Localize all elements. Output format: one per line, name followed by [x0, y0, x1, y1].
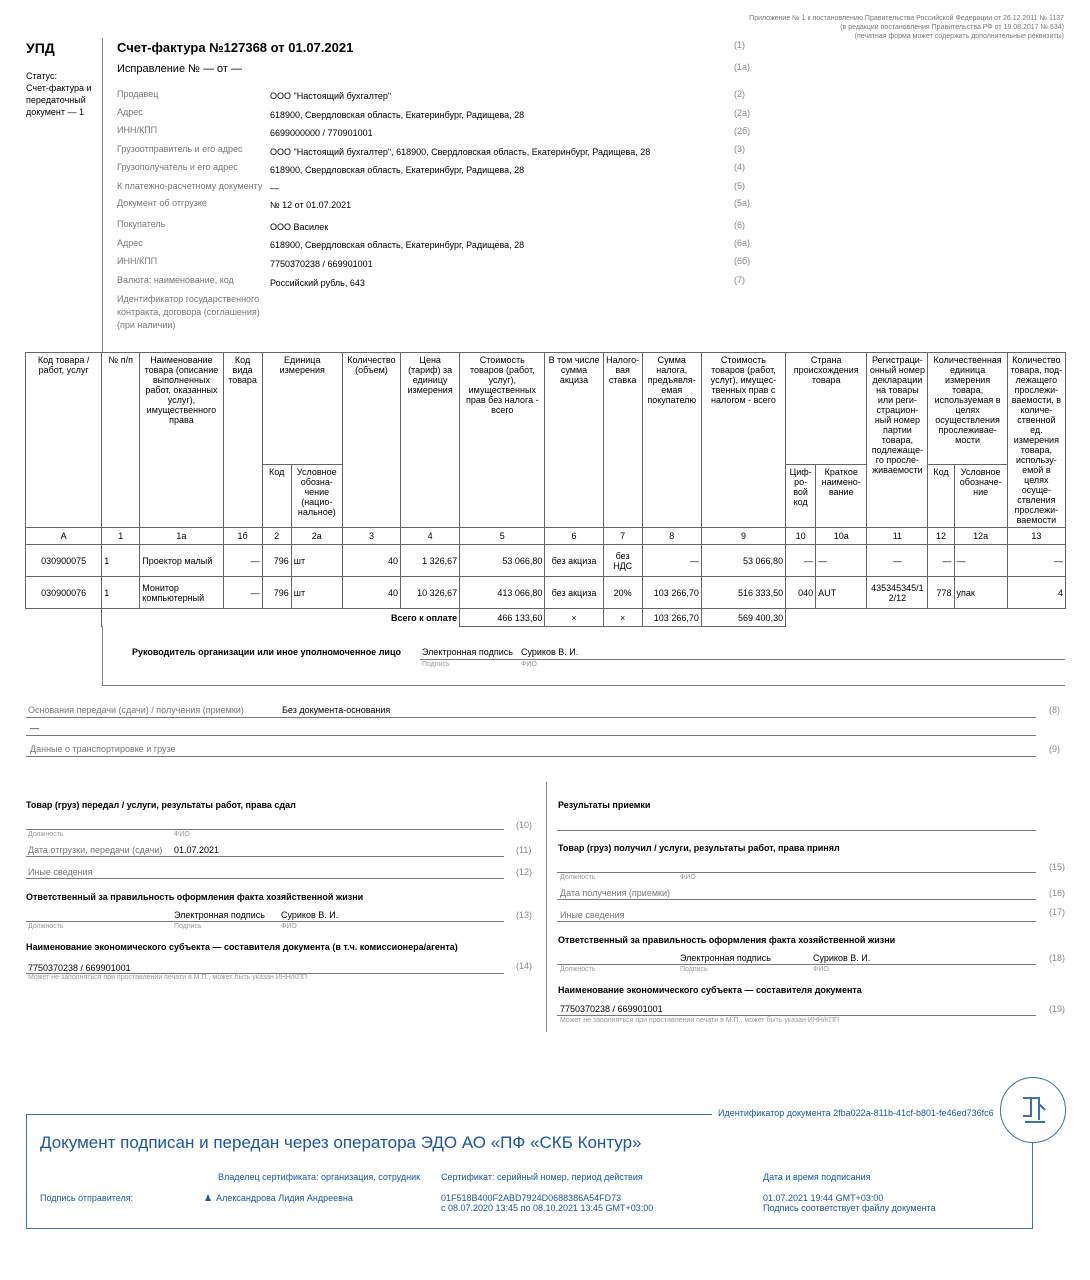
col-index: 7: [603, 528, 642, 545]
cell-cost: 53 066,80: [460, 545, 545, 577]
cell-kind: —: [223, 545, 262, 577]
fio-caption: ФИО: [174, 831, 190, 838]
field-code: (4): [734, 162, 745, 172]
cell-tax: —: [642, 545, 701, 577]
cell-price: 10 326,67: [401, 577, 460, 609]
edo-cert-period: с 08.07.2020 13:45 по 08.10.2021 13:45 GMT+03:00: [441, 1203, 654, 1213]
col-index: 9: [701, 528, 785, 545]
cell-total: 516 333,50: [701, 577, 785, 609]
field-label: Адрес: [117, 238, 143, 248]
cell-trace-qty: —: [1007, 545, 1065, 577]
cell-trace-code: —: [928, 545, 954, 577]
field-value: 7750370238 / 669901001: [270, 259, 373, 269]
basis-value: Без документа-основания: [282, 705, 391, 715]
field-code: (9): [1049, 744, 1060, 754]
field-code: (10): [516, 820, 533, 830]
th-country: Страна происхождения товара: [786, 353, 867, 465]
field-value: 618900, Свердловская область, Екатеринбург, Радищева, 28: [270, 165, 525, 175]
field-code: (2а): [734, 108, 751, 118]
cell-reg: 435345345/12/12: [867, 577, 928, 609]
basis-dash: —: [30, 723, 39, 733]
cell-unit-name: шт: [291, 545, 342, 577]
table-row: [26, 545, 1066, 577]
head-sign-type: Электронная подпись: [422, 647, 513, 657]
other-info-label: Иные сведения: [28, 867, 93, 877]
ship-date-value: 01.07.2021: [174, 845, 220, 855]
ship-date-label: Дата отгрузки, передачи (сдачи): [28, 845, 163, 855]
entity-line: [557, 1015, 1036, 1016]
cell-name: Монитор компьютерный: [140, 577, 223, 609]
field-value: —: [270, 183, 279, 193]
field-code: (16): [1049, 888, 1066, 898]
total-label: Всего к оплате: [102, 609, 460, 627]
col-index: 1б: [223, 528, 262, 545]
field-label: ИНН/КПП: [117, 125, 158, 135]
total-row: [26, 609, 1066, 627]
sender-title: Товар (груз) передал / услуги, результаты работ, права сдал: [26, 800, 296, 810]
th-trace-qty: Количество товара, под-лежащего прослежи-ваемости, в количе-ственной ед. измерения товара, использу-емой в целях осуще-ствления прослежи-ваемости: [1007, 353, 1065, 528]
col-index: 6: [545, 528, 603, 545]
edo-sign-match: Подпись соответствует файлу документа: [763, 1203, 936, 1213]
field-label: Валюта: наименование, код: [117, 275, 234, 285]
th-country-name: Краткое наимено-вание: [816, 464, 867, 527]
th-tax: Сумма налога, предъявля-емая покупателю: [642, 353, 701, 528]
contract-id-label: Идентификатор государственного контракта, договора (соглашения) (при наличии): [117, 294, 260, 330]
cell-code: 030900075: [26, 545, 102, 577]
field-code: (11): [516, 845, 532, 855]
field-value: ООО "Настоящий бухгалтер": [270, 91, 392, 101]
correction-line: Исправление № — от —: [117, 63, 243, 75]
field-code: (5): [734, 181, 745, 191]
col-index: 12: [928, 528, 954, 545]
receiver-title: Товар (груз) получил / услуги, результаты работ, права принял: [558, 843, 840, 853]
ship-date-line: [26, 856, 504, 857]
sign-caption: Подпись: [422, 661, 450, 668]
col-index: 3: [342, 528, 400, 545]
edo-owner: [204, 1193, 353, 1204]
receive-date-line: [557, 899, 1036, 900]
cell-total: 53 066,80: [701, 545, 785, 577]
entity-note: Может не заполняться при проставлении печати в М.П., может быть указан ИНН/КПП: [560, 1017, 840, 1024]
responsible-sign: Электронная подпись: [680, 953, 771, 963]
col-index: 1: [102, 528, 140, 545]
cell-country-name: —: [816, 545, 867, 577]
cell-cost: 413 066,80: [460, 577, 545, 609]
cell-trace-qty: 4: [1007, 577, 1065, 609]
head-sign-name: Суриков В. И.: [521, 647, 579, 657]
field-code: (1): [734, 40, 745, 50]
col-index: 12а: [954, 528, 1007, 545]
th-total: Стоимость товаров (работ, услуг), имущес-твенных прав с налогом - всего: [701, 353, 785, 528]
cell-reg: —: [867, 545, 928, 577]
position-caption: Должность: [560, 966, 596, 973]
kontur-logo-icon: [1000, 1077, 1066, 1143]
th-trace-unit: Количественная единица измерения товара, используемая в целях осуществления прослеживае-мости: [928, 353, 1007, 465]
position-caption: Должность: [560, 874, 596, 881]
field-code: (6б): [734, 256, 751, 266]
field-code: (13): [516, 910, 533, 920]
cell-name: Проектор малый: [140, 545, 223, 577]
cell-unit-code: 796: [262, 577, 291, 609]
cell-qty: 40: [342, 545, 400, 577]
receiver-line: [557, 872, 1036, 873]
cell-np: 1: [102, 545, 140, 577]
field-code: (14): [516, 961, 533, 971]
th-excise: В том числе сумма акциза: [545, 353, 603, 528]
head-sign-title: Руководитель организации или иное уполномоченное лицо: [132, 647, 401, 657]
th-code: Код товара / работ, услуг: [26, 353, 102, 528]
field-label: ИНН/КПП: [117, 256, 158, 266]
th-trace-name: Условное обозначе-ние: [954, 464, 1007, 527]
field-code: (19): [1049, 1004, 1066, 1014]
status-text: Счет-фактура и передаточный документ — 1: [26, 83, 92, 117]
cell-price: 1 326,67: [401, 545, 460, 577]
field-value: 618900, Свердловская область, Екатеринбург, Радищева, 28: [270, 110, 525, 120]
entity-note: Может не заполняться при проставлении печати в М.П., может быть указан ИНН/КПП: [28, 974, 308, 981]
entity-title: Наименование экономического субъекта — составителя документа: [558, 985, 862, 995]
fio-caption: ФИО: [521, 661, 537, 668]
responsible-line: [26, 921, 504, 922]
total-cost: 466 133,60: [460, 609, 545, 627]
total-excise: ×: [545, 609, 603, 627]
field-code: (6а): [734, 238, 751, 248]
items-table: [25, 352, 1066, 627]
section-divider: [102, 685, 1065, 686]
fio-caption: ФИО: [813, 966, 829, 973]
invoice-title: Счет-фактура №127368 от 01.07.2021: [117, 40, 354, 55]
form-note-line: (в редакции постановления Правительства РФ от 19.08.2017 № 534): [840, 24, 1064, 31]
th-trace-code: Код: [928, 464, 954, 527]
cell-country-name: AUT: [816, 577, 867, 609]
cell-code: 030900076: [26, 577, 102, 609]
cell-unit-name: шт: [291, 577, 342, 609]
field-code: (5а): [734, 198, 751, 208]
field-label: Покупатель: [117, 219, 166, 229]
basis-line: [26, 717, 1036, 718]
th-kind: Код вида товара: [223, 353, 262, 528]
col-index: 8: [642, 528, 701, 545]
th-name: Наименование товара (описание выполненных работ, оказанных услуг), имущественного права: [140, 353, 223, 528]
field-code: (18): [1049, 953, 1066, 963]
cell-np: 1: [102, 577, 140, 609]
field-code: (1а): [734, 62, 751, 72]
col-index: 10а: [816, 528, 867, 545]
signers-divider: [546, 782, 547, 1032]
field-code: (17): [1049, 907, 1066, 917]
field-value: № 12 от 01.07.2021: [270, 200, 352, 210]
edo-cert-serial: 01F518B400F2ABD7924D0688386A54FD73: [441, 1193, 622, 1203]
cell-excise: без акциза: [545, 545, 603, 577]
field-value: 6699000000 / 770901001: [270, 128, 373, 138]
entity-value: 7750370238 / 669901001: [28, 963, 131, 973]
edo-date: [763, 1193, 936, 1213]
other-info-line: [557, 921, 1036, 922]
col-index: 10: [786, 528, 816, 545]
cell-country-code: —: [786, 545, 816, 577]
entity-title: Наименование экономического субъекта — составителя документа (в т.ч. комиссионера/агента): [26, 942, 458, 952]
cell-trace-name: упак: [954, 577, 1007, 609]
fio-caption: ФИО: [281, 923, 297, 930]
fio-caption: ФИО: [680, 874, 696, 881]
cell-excise: без акциза: [545, 577, 603, 609]
form-note-line: Приложение № 1 к постановлению Правительства Российской Федерации от 26.12.2011 № 1137: [749, 15, 1064, 22]
field-code: (12): [516, 867, 533, 877]
cell-rate: 20%: [603, 577, 642, 609]
responsible-name: Суриков В. И.: [813, 953, 871, 963]
results-line: [557, 830, 1036, 831]
field-code: (6): [734, 220, 745, 230]
field-value: ООО Василек: [270, 222, 329, 232]
status-label: Статус:: [26, 71, 57, 81]
field-label: Документ об отгрузке: [117, 198, 207, 208]
col-index: 2: [262, 528, 291, 545]
position-caption: Должность: [28, 831, 64, 838]
responsible-line: [557, 964, 1036, 965]
field-value: ООО "Настоящий бухгалтер", 618900, Свердловская область, Екатеринбург, Радищева, 28: [270, 147, 651, 157]
edo-owner-name: Александрова Лидия Андреевна: [216, 1193, 353, 1203]
th-reg: Регистраци-онный номер декларации на товары или реги-страцион-ный номер партии товара, подлежаще-го просле-живаемости: [867, 353, 928, 528]
transport-label: Данные о транспортировке и грузе: [30, 744, 176, 754]
th-unit: Единица измерения: [262, 353, 342, 465]
field-code: (3): [734, 144, 745, 154]
th-rate: Налого-вая ставка: [603, 353, 642, 528]
field-value: Российский рубль, 643: [270, 278, 365, 288]
field-label: Адрес: [117, 107, 143, 117]
responsible-title: Ответственный за правильность оформления факта хозяйственной жизни: [26, 892, 364, 902]
th-cost: Стоимость товаров (работ, услуг), имущественных прав без налога - всего: [460, 353, 545, 528]
edo-col-cert: Сертификат: серийный номер, период действия: [441, 1172, 643, 1182]
cell-unit-code: 796: [262, 545, 291, 577]
form-note-line: (печатная форма может содержать дополнительные реквизиты): [854, 33, 1064, 40]
sign-divider: [102, 626, 103, 686]
col-index: 1а: [140, 528, 223, 545]
user-icon: ♟: [204, 1193, 213, 1203]
other-info-label: Иные сведения: [560, 910, 625, 920]
position-caption: Должность: [28, 923, 64, 930]
field-code: (2): [734, 89, 745, 99]
edo-cert: [441, 1193, 653, 1213]
field-code: (2б): [734, 126, 751, 136]
edo-sign-date: 01.07.2021 19:44 GMT+03:00: [763, 1193, 884, 1203]
col-index: 5: [460, 528, 545, 545]
th-country-code: Циф-ро-вой код: [786, 464, 816, 527]
cell-trace-name: —: [954, 545, 1007, 577]
th-np: № п/п: [102, 353, 140, 528]
edo-sender-label: Подпись отправителя:: [40, 1193, 134, 1203]
total-rate: ×: [603, 609, 642, 627]
th-qty: Количество (объем): [342, 353, 400, 528]
field-code: (8): [1049, 705, 1060, 715]
cell-qty: 40: [342, 577, 400, 609]
field-label: Грузоотправитель и его адрес: [117, 144, 243, 154]
edo-title: Документ подписан и передан через оператора ЭДО АО «ПФ «СКБ Контур»: [40, 1133, 642, 1152]
column-index-row: [26, 528, 1066, 545]
responsible-name: Суриков В. И.: [281, 910, 339, 920]
results-title: Результаты приемки: [558, 800, 651, 810]
receive-date-label: Дата получения (приемки): [560, 888, 670, 898]
sign-caption: Подпись: [174, 923, 202, 930]
responsible-sign: Электронная подпись: [174, 910, 265, 920]
sender-line: [26, 829, 504, 830]
table-row: [26, 577, 1066, 609]
form-note: [749, 14, 1064, 41]
th-price: Цена (тариф) за единицу измерения: [401, 353, 460, 528]
status-block: [26, 70, 96, 118]
total-sum: 569 400,30: [701, 609, 785, 627]
field-label: Продавец: [117, 89, 159, 99]
edo-col-date: Дата и время подписания: [763, 1172, 871, 1182]
responsible-title: Ответственный за правильность оформления факта хозяйственной жизни: [558, 935, 896, 945]
cell-rate: без НДС: [603, 545, 642, 577]
cell-country-code: 040: [786, 577, 816, 609]
cell-kind: —: [223, 577, 262, 609]
entity-value: 7750370238 / 669901001: [560, 1004, 663, 1014]
cell-trace-code: 778: [928, 577, 954, 609]
total-tax: 103 266,70: [642, 609, 701, 627]
col-index: 11: [867, 528, 928, 545]
th-unit-code: Код: [262, 464, 291, 527]
col-index: А: [26, 528, 102, 545]
edo-doc-id: Идентификатор документа 2fba022a-811b-41cf-b801-fe46ed736fc6: [712, 1108, 1000, 1118]
th-unit-name: Условное обозна-чение (нацио-нальное): [291, 464, 342, 527]
basis-label: Основания передачи (сдачи) / получения (приемки): [28, 705, 244, 715]
sign-caption: Подпись: [680, 966, 708, 973]
field-value: 618900, Свердловская область, Екатеринбург, Радищева, 28: [270, 240, 525, 250]
doc-type-title: УПД: [26, 40, 55, 56]
field-code: (15): [1049, 862, 1066, 872]
col-index: 4: [401, 528, 460, 545]
col-index: 2а: [291, 528, 342, 545]
field-label: К платежно-расчетному документу: [117, 181, 263, 191]
left-divider: [102, 38, 103, 352]
head-sign-line: [420, 659, 1065, 660]
col-index: 13: [1007, 528, 1065, 545]
cell-tax: 103 266,70: [642, 577, 701, 609]
basis-line-2: [26, 735, 1036, 736]
field-label: Грузополучатель и его адрес: [117, 162, 238, 172]
edo-col-owner: Владелец сертификата: организация, сотрудник: [218, 1172, 421, 1182]
transport-line: [26, 756, 1036, 757]
other-info-line: [26, 878, 504, 879]
field-code: (7): [734, 275, 745, 285]
